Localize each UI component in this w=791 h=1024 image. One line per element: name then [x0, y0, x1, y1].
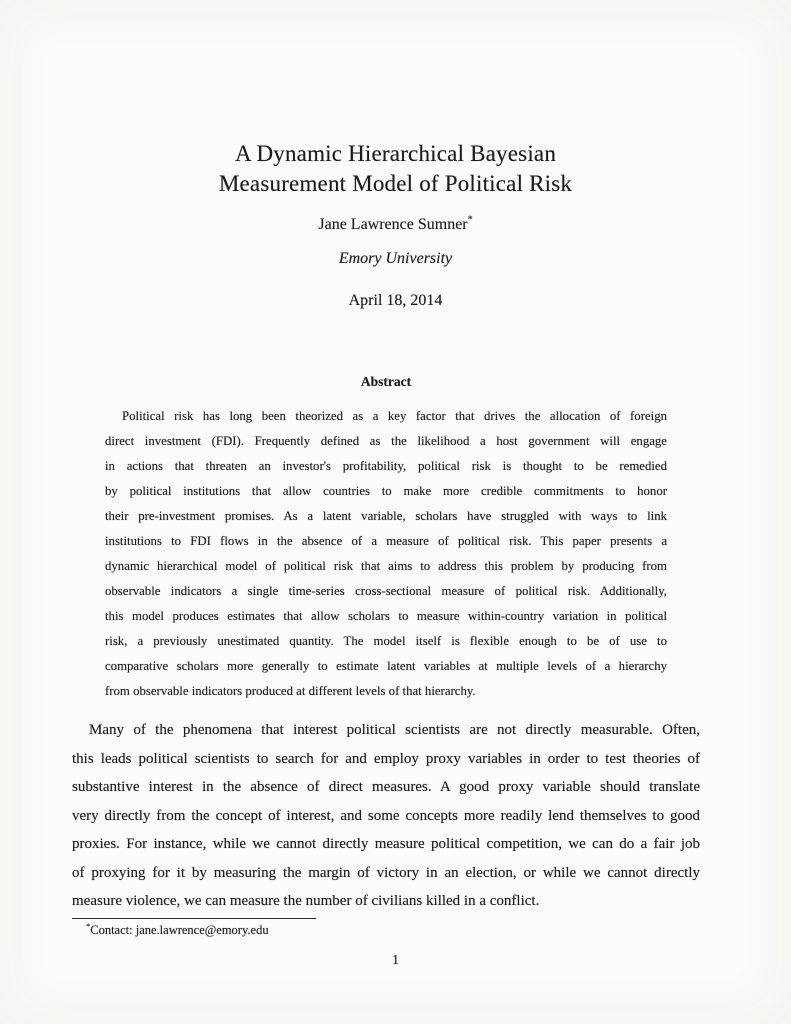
text-line: from observable indicators produced at different levels of that hierarchy.: [105, 684, 476, 698]
footnote-text: Contact: jane.lawrence@emory.edu: [90, 923, 269, 937]
author-footnote-mark: *: [467, 214, 473, 226]
footnote: [72, 920, 572, 938]
text-line: institutions to FDI flows in the absence of a measure of political risk. This paper presents a: [105, 534, 667, 548]
paper-title-line-2: Measurement Model of Political Risk: [218, 171, 573, 196]
text-line: proxies. For instance, while we cannot directly measure political competition, we can do a fair job: [72, 836, 700, 852]
text-line: measure violence, we can measure the number of civilians killed in a conflict.: [72, 893, 540, 909]
text-line: in actions that threaten an investor's profitability, political risk is thought to be remedied: [105, 459, 667, 473]
footnote-mark: *: [86, 920, 91, 931]
paper-title: [0, 139, 791, 199]
affiliation: Emory University: [338, 250, 453, 267]
text-line: this model produces estimates that allow scholars to measure within-country variation in political: [105, 609, 667, 623]
text-line: this leads political scientists to search for and employ proxy variables in order to test theories of: [72, 750, 700, 767]
text-line: observable indicators a single time-series cross-sectional measure of political risk. Additionally,: [105, 584, 667, 598]
text-line: dynamic hierarchical model of political risk that aims to address this problem by producing from: [105, 559, 667, 573]
text-line: very directly from the concept of interest, and some concepts more readily lend themselves to good: [72, 807, 700, 824]
author-name: Jane Lawrence Sumner: [318, 216, 468, 233]
text-line: of proxying for it by measuring the margin of victory in an election, or while we cannot directly: [72, 864, 700, 881]
paper-date: April 18, 2014: [348, 292, 443, 309]
text-line: substantive interest in the absence of direct measures. A good proxy variable should translate: [72, 779, 700, 795]
abstract-heading: Abstract: [360, 374, 412, 389]
text-line: comparative scholars more generally to estimate latent variables at multiple levels of a hierarchy: [105, 659, 667, 673]
author-line: [0, 216, 791, 234]
text-line: Political risk has long been theorized as a key factor that drives the allocation of foreign: [122, 409, 667, 423]
footnote-rule: [72, 918, 316, 919]
text-line: direct investment (FDI). Frequently defined as the likelihood a host government will engage: [105, 434, 667, 448]
paper-title-line-1: A Dynamic Hierarchical Bayesian: [234, 141, 557, 166]
intro-paragraph: [72, 716, 700, 916]
text-line: Many of the phenomena that interest political scientists are not directly measurable. Often,: [89, 722, 700, 738]
text-line: by political institutions that allow countries to make more credible commitments to honor: [105, 484, 667, 498]
text-line: risk, a previously unestimated quantity. The model itself is flexible enough to be of use to: [105, 634, 667, 648]
text-line: their pre-investment promises. As a latent variable, scholars have struggled with ways to link: [105, 509, 667, 523]
abstract-text: [105, 404, 667, 704]
page-number: 1: [392, 952, 399, 967]
